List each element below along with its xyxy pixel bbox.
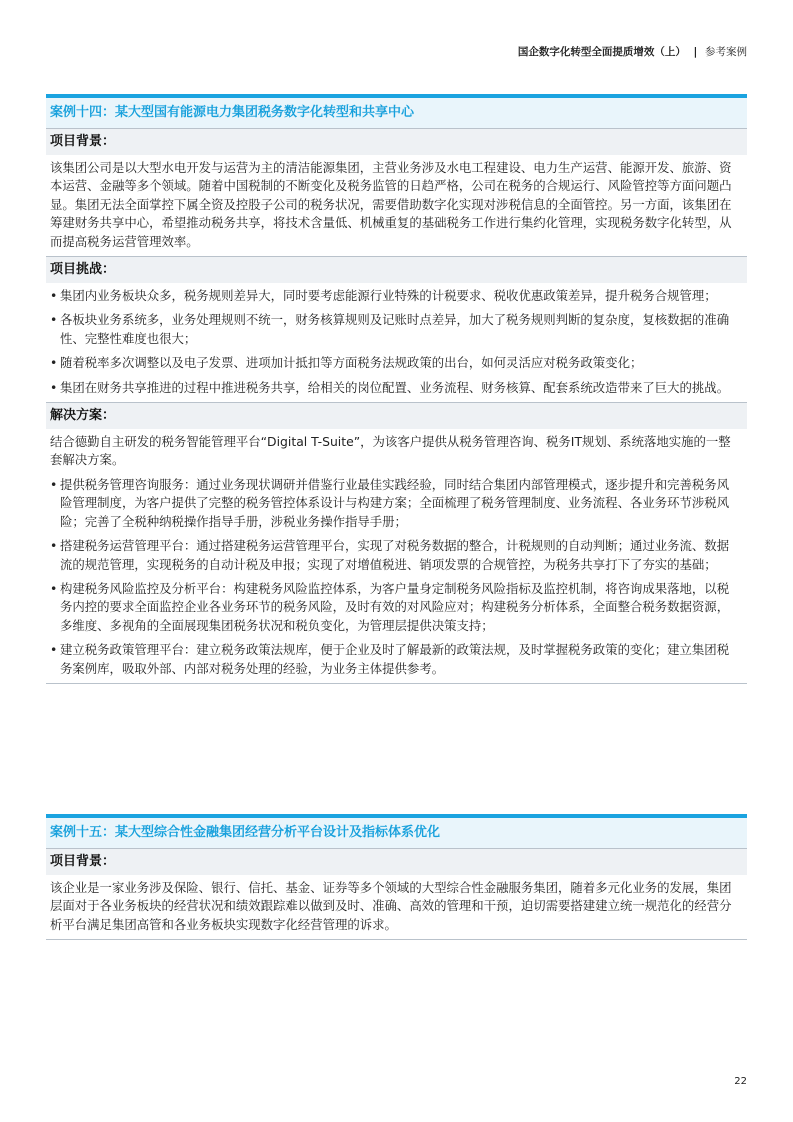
challenge-item: • 集团内业务板块众多，税务规则差异大，同时要考虑能源行业特殊的计税要求、税收优惠政策差异，提升税务合规管理；	[50, 287, 733, 305]
case-14-challenge-list	[50, 287, 733, 397]
case-14-background-body	[46, 155, 747, 256]
challenge-item: • 随着税率多次调整以及电子发票、进项加计抵扣等方面税务法规政策的出台，如何灵活应对税务政策变化；	[50, 354, 733, 372]
case-14-challenge-heading: 项目挑战：	[46, 256, 747, 283]
case-14	[46, 94, 747, 684]
challenge-item: • 集团在财务共享推进的过程中推进税务共享，给相关的岗位配置、业务流程、财务核算、配套系统改造带来了巨大的挑战。	[50, 379, 733, 397]
case-15-bottom-rule	[46, 939, 747, 940]
solution-item: • 构建税务风险监控及分析平台：构建税务风险监控体系，为客户量身定制税务风险指标及监控机制，将咨询成果落地，以税务内控的要求全面监控企业各业务环节的税务风险，及时有效的对风险应对；构建税务分析体系，全面整合税务数据资源，多维度、多视角的全面展现集团税务状况和税负变化，为管理层提供决策支持；	[50, 580, 733, 635]
running-header	[518, 44, 747, 59]
solution-item: • 建立税务政策管理平台：建立税务政策法规库，便于企业及时了解最新的政策法规，及时掌握税务政策的变化；建立集团税务案例库，吸取外部、内部对税务处理的经验，为业务主体提供参考。	[50, 641, 733, 678]
case-15-background-heading: 项目背景：	[46, 848, 747, 875]
header-separator: |	[693, 46, 698, 58]
case-15	[46, 814, 747, 940]
case-14-solution-intro: 结合德勤自主研发的税务智能管理平台“Digital T-Suite”，为该客户提供从税务管理咨询、税务IT规划、系统落地实施的一整套解决方案。	[50, 434, 731, 468]
case-14-solution-heading: 解决方案：	[46, 402, 747, 429]
case-14-background-text: 该集团公司是以大型水电开发与运营为主的清洁能源集团，主营业务涉及水电工程建设、电力生产运营、能源开发、旅游、资本运营、金融等多个领域。随着中国税制的不断变化及税务监管的日趋严格，公司在税务的合规运行、风险管控等方面问题凸显。集团无法全面掌控下属全资及控股子公司的税务状况，需要借助数字化实现对涉税信息的全面管控。另一方面，该集团在筹建财务共享中心，希望推动税务共享，将技术含量低、机械重复的基础税务工作进行集约化管理，实现税务数字化转型，从而提高税务运营管理效率。	[50, 160, 732, 249]
case-14-background-heading: 项目背景：	[46, 128, 747, 155]
case-14-bottom-rule	[46, 683, 747, 684]
case-15-title: 案例十五：某大型综合性金融集团经营分析平台设计及指标体系优化	[46, 818, 747, 848]
solution-item: • 搭建税务运营管理平台：通过搭建税务运营管理平台，实现了对税务数据的整合，计税规则的自动判断；通过业务流、数据流的规范管理，实现税务的自动计税及申报；实现了对增值税进、销项发票的合规管控，为税务共享打下了夯实的基础；	[50, 537, 733, 574]
case-15-background-body	[46, 875, 747, 939]
case-15-background-text: 该企业是一家业务涉及保险、银行、信托、基金、证券等多个领域的大型综合性金融服务集团，随着多元化业务的发展，集团层面对于各业务板块的经营状况和绩效跟踪难以做到及时、准确、高效的管理和干预，迫切需要搭建建立统一规范化的经营分析平台满足集团高管和各业务板块实现数字化经营管理的诉求。	[50, 880, 732, 932]
case-14-solution-body	[46, 429, 747, 683]
page-number: 22	[734, 1076, 747, 1087]
case-14-solution-list	[50, 476, 733, 678]
header-section: 参考案例	[705, 46, 747, 58]
challenge-item: • 各板块业务系统多，业务处理规则不统一，财务核算规则及记账时点差异，加大了税务规则判断的复杂度，复核数据的准确性、完整性难度也很大；	[50, 311, 733, 348]
case-14-challenge-body	[46, 283, 747, 402]
case-14-title: 案例十四：某大型国有能源电力集团税务数字化转型和共享中心	[46, 98, 747, 128]
solution-item: • 提供税务管理咨询服务：通过业务现状调研并借鉴行业最佳实践经验，同时结合集团内部管理模式，逐步提升和完善税务风险管理制度，为客户提供了完整的税务管控体系设计与构建方案；全面梳理了税务管理制度、业务流程、各业务环节涉税风险；完善了全税种纳税操作指导手册，涉税业务操作指导手册；	[50, 476, 733, 531]
header-title: 国企数字化转型全面提质增效（上）	[517, 46, 686, 58]
